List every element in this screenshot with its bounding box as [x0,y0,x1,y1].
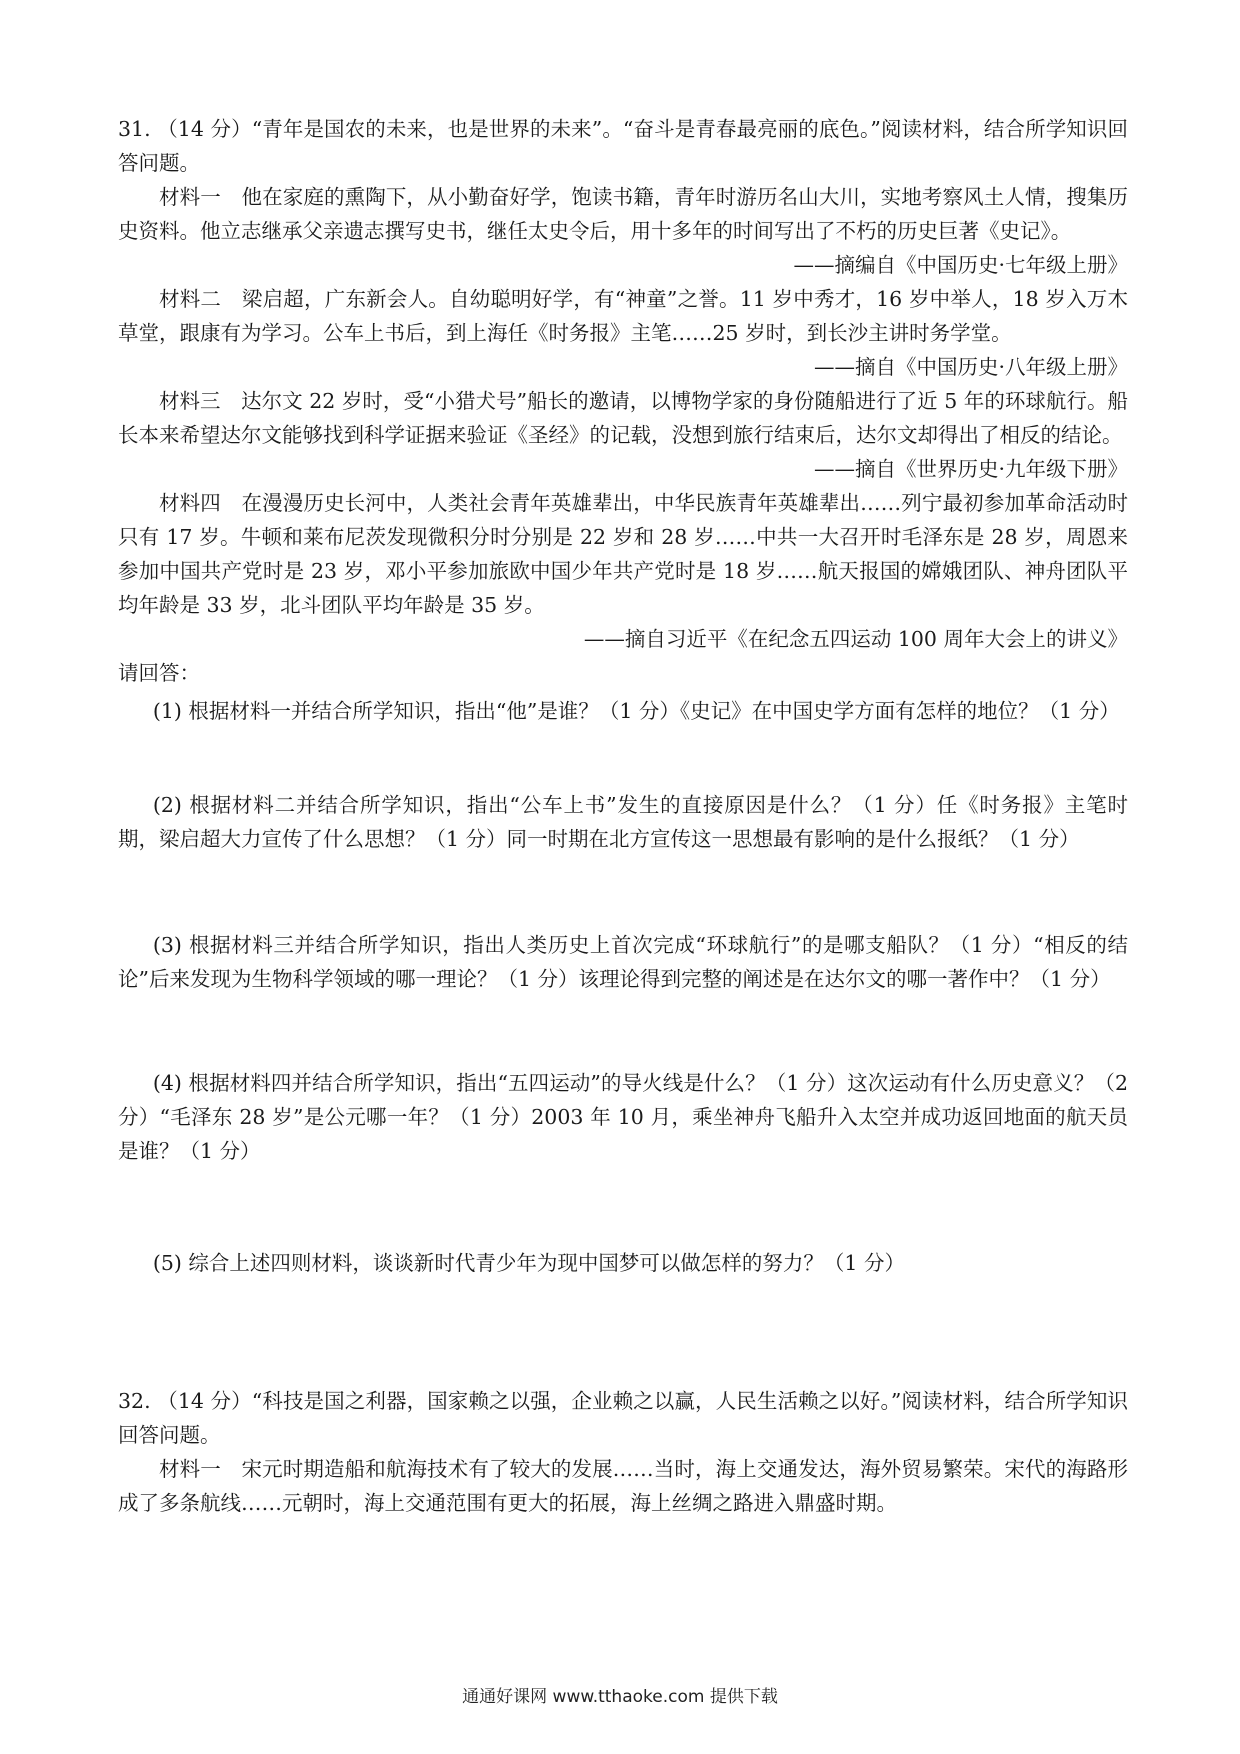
q31-question-2: (2) 根据材料二并结合所学知识，指出“公车上书”发生的直接原因是什么？（1 分）任《时务报》主笔时期，梁启超大力宣传了什么思想？（1 分）同一时期在北方宣传这一思想最有影响的是什么报纸？（1 分） [118,793,1128,851]
q31-intro: 31. （14 分）“青年是国农的未来，也是世界的未来”。“奋斗是青春最亮丽的底色。”阅读材料，结合所学知识回答问题。 [118,117,1128,175]
answer-space-2 [118,856,1128,928]
q31-material-3: 材料三 达尔文 22 岁时，受“小猎犬号”船长的邀请，以博物学家的身份随船进行了近 5 年的环球航行。船长本来希望达尔文能够找到科学证据来验证《圣经》的记载，没想到旅行结束后，达尔文却得出了相反的结论。 [118,389,1128,447]
page-footer: 通通好课网 www.tthaoke.com 提供下载 [462,1687,778,1707]
q32-intro: 32. （14 分）“科技是国之利器，国家赖之以强，企业赖之以赢，人民生活赖之以好。”阅读材料，结合所学知识回答问题。 [118,1389,1128,1447]
q31-question-4: (4) 根据材料四并结合所学知识，指出“五四运动”的导火线是什么？（1 分）这次运动有什么历史意义？（2 分）“毛泽东 28 岁”是公元哪一年？（1 分）2003 年 10 月，乘坐神舟飞船升入太空并成功返回地面的航天员是谁？（1 分） [118,1071,1128,1163]
q31-question-3: (3) 根据材料三并结合所学知识，指出人类历史上首次完成“环球航行”的是哪支船队？（1 分）“相反的结论”后来发现为生物科学领域的哪一理论？（1 分）该理论得到完整的阐述是在达尔文的哪一著作中？（1 分） [118,933,1128,991]
q31-material-4: 材料四 在漫漫历史长河中，人类社会青年英雄辈出，中华民族青年英雄辈出……列宁最初参加革命活动时只有 17 岁。牛顿和莱布尼茨发现微积分时分别是 22 岁和 28 岁……中共一大召开时毛泽东是 28 岁，周恩来参加中国共产党时是 23 岁，邓小平参加旅欧中国少年共产党时是 18 岁……航天报国的嫦娥团队、神舟团队平均年龄是 33 岁，北斗团队平均年龄是 35 岁。 [118,491,1128,617]
q31-ask-label: 请回答： [118,661,200,685]
exam-page [118,112,1128,1520]
q31-material-1-source: ——摘编自《中国历史·七年级上册》 [793,253,1128,277]
q32-material-1: 材料一 宋元时期造船和航海技术有了较大的发展……当时，海上交通发达，海外贸易繁荣。宋代的海路形成了多条航线……元朝时，海上交通范围有更大的拓展，海上丝绸之路进入鼎盛时期。 [118,1457,1128,1515]
answer-space-4 [118,1168,1128,1246]
q31-material-1: 材料一 他在家庭的熏陶下，从小勤奋好学，饱读书籍，青年时游历名山大川，实地考察风土人情，搜集历史资料。他立志继承父亲遗志撰写史书，继任太史令后，用十多年的时间写出了不朽的历史巨著《史记》。 [118,185,1128,243]
answer-space-1 [118,728,1128,788]
q31-question-1: (1) 根据材料一并结合所学知识，指出“他”是谁？（1 分）《史记》在中国史学方面有怎样的地位？（1 分） [152,699,1120,723]
q31-material-4-source: ——摘自习近平《在纪念五四运动 100 周年大会上的讲义》 [583,627,1128,651]
q31-question-5: (5) 综合上述四则材料，谈谈新时代青少年为现中国梦可以做怎样的努力？（1 分） [152,1251,905,1275]
answer-space-3 [118,996,1128,1066]
answer-space-5 [118,1280,1128,1384]
q31-material-3-source: ——摘自《世界历史·九年级下册》 [813,457,1128,481]
q31-material-2: 材料二 梁启超，广东新会人。自幼聪明好学，有“神童”之誉。11 岁中秀才，16 岁中举人，18 岁入万木草堂，跟康有为学习。公车上书后，到上海任《时务报》主笔……25 岁时，到长沙主讲时务学堂。 [118,287,1128,345]
q31-material-2-source: ——摘自《中国历史·八年级上册》 [813,355,1128,379]
